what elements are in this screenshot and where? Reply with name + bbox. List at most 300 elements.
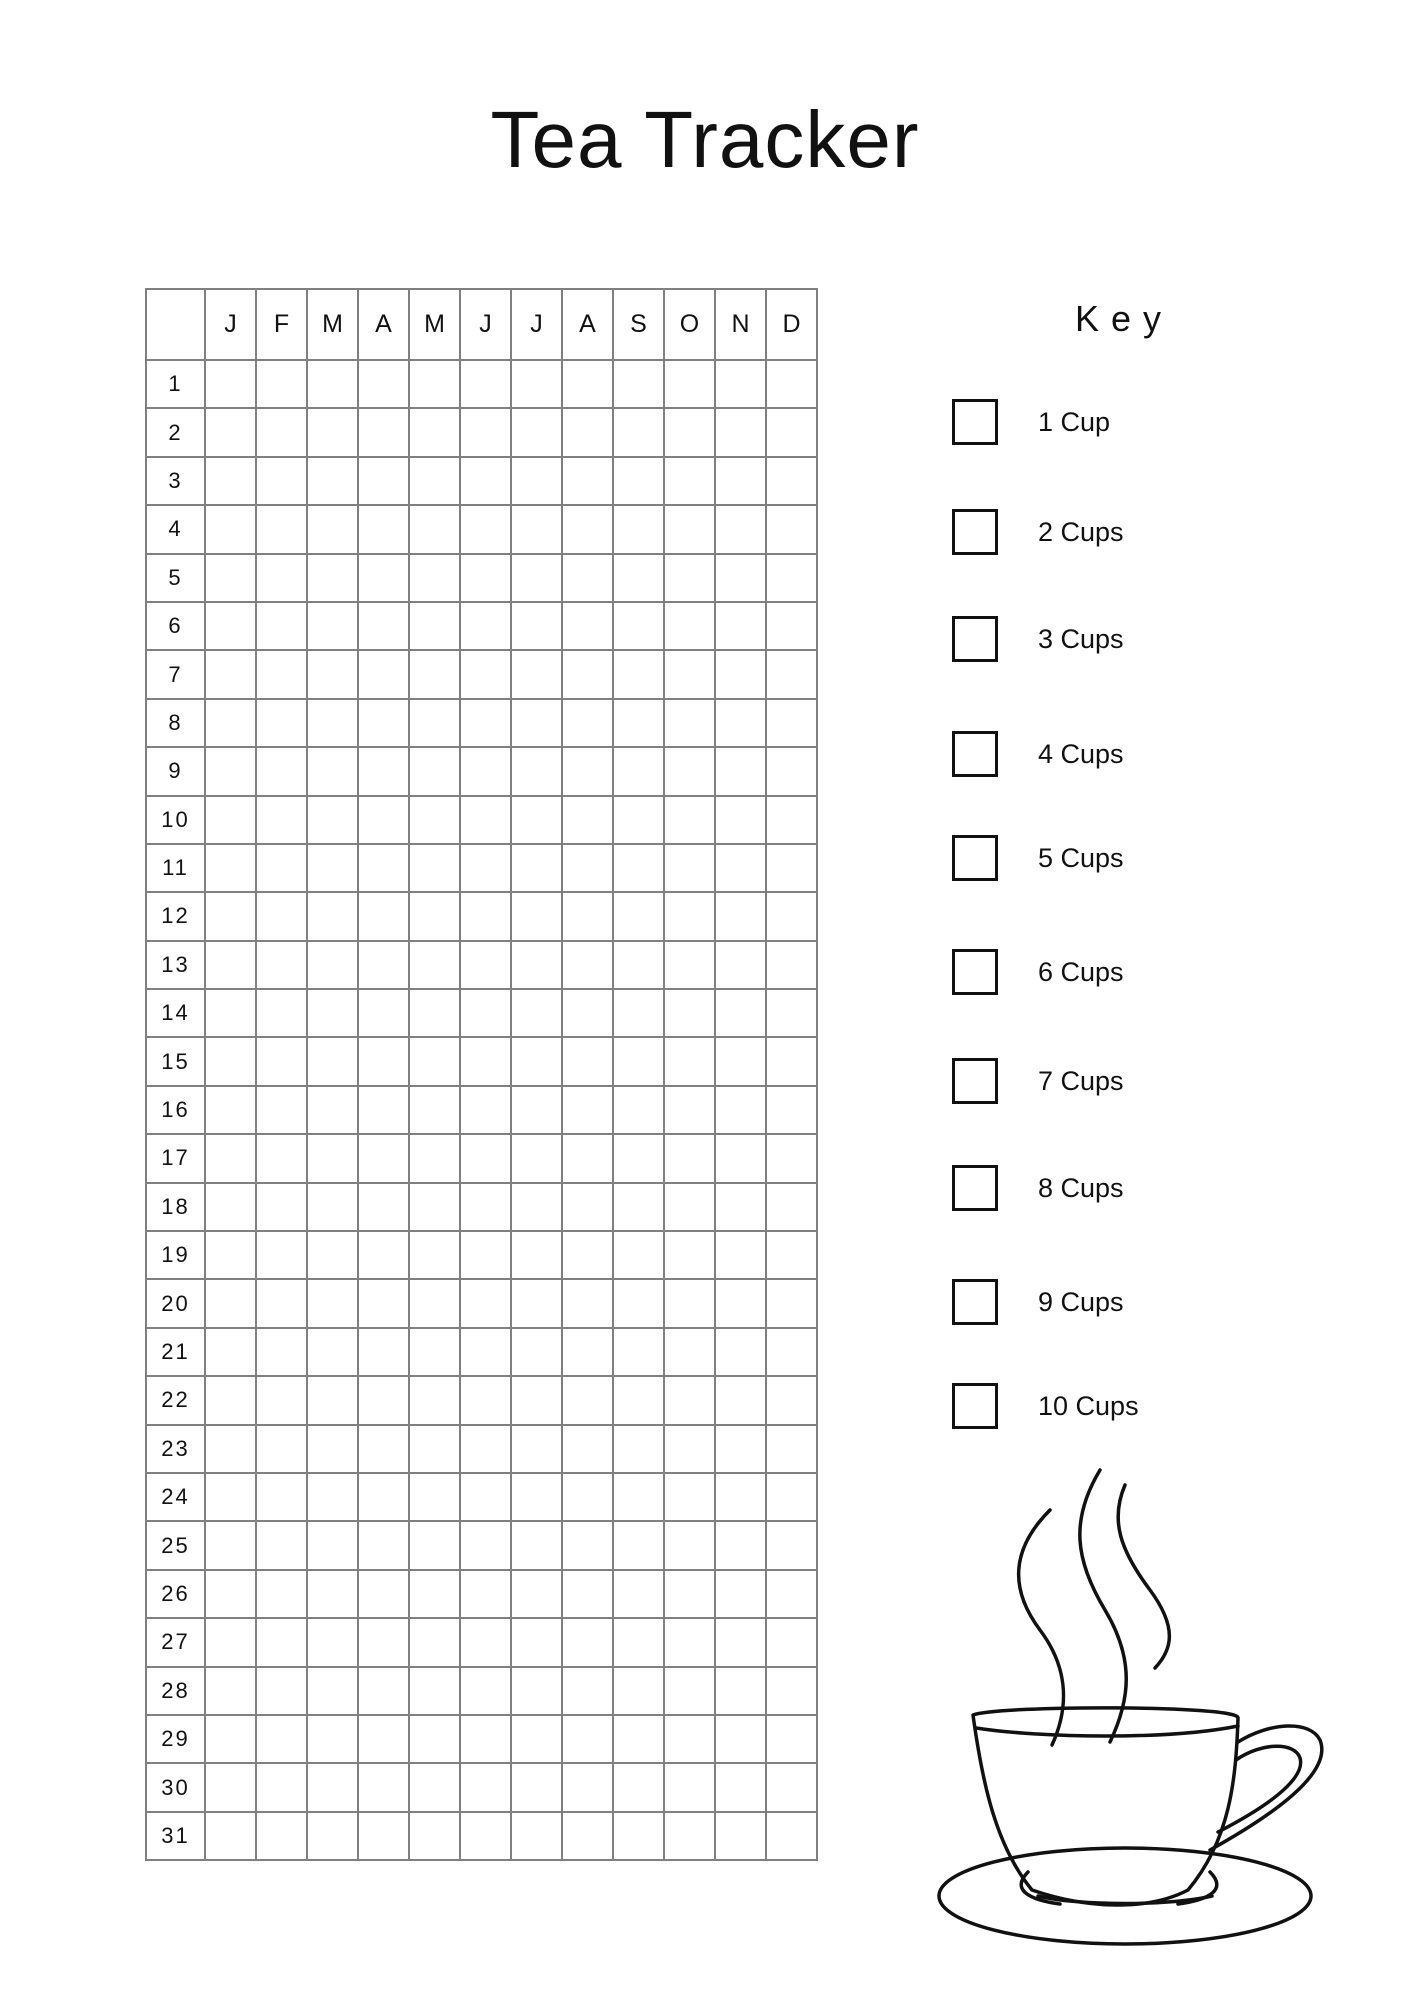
- tracker-cell[interactable]: [256, 1037, 307, 1085]
- tracker-cell[interactable]: [766, 892, 817, 940]
- tracker-cell[interactable]: [460, 360, 511, 408]
- tracker-cell[interactable]: [358, 1763, 409, 1811]
- tracker-cell[interactable]: [562, 1667, 613, 1715]
- tracker-cell[interactable]: [715, 1086, 766, 1134]
- tracker-cell[interactable]: [613, 1183, 664, 1231]
- tracker-cell[interactable]: [460, 1231, 511, 1279]
- tracker-cell[interactable]: [358, 1231, 409, 1279]
- key-checkbox[interactable]: [952, 731, 998, 777]
- tracker-cell[interactable]: [358, 1473, 409, 1521]
- tracker-cell[interactable]: [664, 1425, 715, 1473]
- tracker-cell[interactable]: [715, 554, 766, 602]
- tracker-cell[interactable]: [664, 1812, 715, 1860]
- tracker-cell[interactable]: [766, 1763, 817, 1811]
- tracker-cell[interactable]: [358, 747, 409, 795]
- tracker-cell[interactable]: [358, 650, 409, 698]
- tracker-cell[interactable]: [460, 1183, 511, 1231]
- tracker-cell[interactable]: [256, 892, 307, 940]
- tracker-cell[interactable]: [664, 1328, 715, 1376]
- tracker-cell[interactable]: [307, 554, 358, 602]
- tracker-cell[interactable]: [205, 844, 256, 892]
- tracker-cell[interactable]: [460, 1037, 511, 1085]
- tracker-cell[interactable]: [664, 1521, 715, 1569]
- tracker-cell[interactable]: [562, 1715, 613, 1763]
- tracker-cell[interactable]: [409, 554, 460, 602]
- tracker-cell[interactable]: [256, 1667, 307, 1715]
- tracker-cell[interactable]: [562, 1618, 613, 1666]
- tracker-cell[interactable]: [307, 1231, 358, 1279]
- tracker-cell[interactable]: [562, 844, 613, 892]
- tracker-cell[interactable]: [613, 892, 664, 940]
- tracker-cell[interactable]: [715, 1715, 766, 1763]
- tracker-cell[interactable]: [766, 1086, 817, 1134]
- tracker-cell[interactable]: [511, 360, 562, 408]
- tracker-cell[interactable]: [205, 602, 256, 650]
- tracker-cell[interactable]: [766, 1667, 817, 1715]
- tracker-cell[interactable]: [766, 1328, 817, 1376]
- tracker-cell[interactable]: [460, 1667, 511, 1715]
- tracker-cell[interactable]: [562, 1183, 613, 1231]
- tracker-cell[interactable]: [613, 1231, 664, 1279]
- tracker-cell[interactable]: [358, 408, 409, 456]
- tracker-cell[interactable]: [460, 941, 511, 989]
- tracker-cell[interactable]: [562, 1279, 613, 1327]
- tracker-cell[interactable]: [715, 650, 766, 698]
- tracker-cell[interactable]: [409, 1328, 460, 1376]
- tracker-cell[interactable]: [664, 1763, 715, 1811]
- tracker-cell[interactable]: [664, 1618, 715, 1666]
- tracker-cell[interactable]: [715, 1521, 766, 1569]
- tracker-cell[interactable]: [715, 699, 766, 747]
- tracker-cell[interactable]: [613, 1763, 664, 1811]
- tracker-cell[interactable]: [511, 844, 562, 892]
- tracker-cell[interactable]: [358, 699, 409, 747]
- tracker-cell[interactable]: [511, 892, 562, 940]
- tracker-cell[interactable]: [511, 1134, 562, 1182]
- tracker-cell[interactable]: [307, 1376, 358, 1424]
- tracker-cell[interactable]: [256, 747, 307, 795]
- tracker-cell[interactable]: [256, 1183, 307, 1231]
- key-checkbox[interactable]: [952, 399, 998, 445]
- tracker-cell[interactable]: [562, 1473, 613, 1521]
- tracker-cell[interactable]: [307, 1618, 358, 1666]
- tracker-cell[interactable]: [256, 1521, 307, 1569]
- tracker-cell[interactable]: [205, 1183, 256, 1231]
- tracker-cell[interactable]: [511, 554, 562, 602]
- tracker-cell[interactable]: [511, 941, 562, 989]
- tracker-cell[interactable]: [511, 1521, 562, 1569]
- tracker-cell[interactable]: [511, 1715, 562, 1763]
- tracker-cell[interactable]: [664, 408, 715, 456]
- tracker-cell[interactable]: [715, 1134, 766, 1182]
- tracker-cell[interactable]: [256, 1134, 307, 1182]
- tracker-cell[interactable]: [715, 796, 766, 844]
- tracker-cell[interactable]: [205, 1279, 256, 1327]
- tracker-cell[interactable]: [358, 457, 409, 505]
- tracker-cell[interactable]: [307, 360, 358, 408]
- tracker-cell[interactable]: [358, 844, 409, 892]
- tracker-cell[interactable]: [460, 796, 511, 844]
- tracker-cell[interactable]: [307, 844, 358, 892]
- tracker-cell[interactable]: [460, 1376, 511, 1424]
- tracker-cell[interactable]: [205, 554, 256, 602]
- tracker-cell[interactable]: [664, 650, 715, 698]
- tracker-cell[interactable]: [205, 989, 256, 1037]
- tracker-cell[interactable]: [715, 892, 766, 940]
- tracker-cell[interactable]: [205, 796, 256, 844]
- tracker-cell[interactable]: [307, 1328, 358, 1376]
- tracker-cell[interactable]: [715, 360, 766, 408]
- tracker-cell[interactable]: [256, 941, 307, 989]
- tracker-cell[interactable]: [460, 1812, 511, 1860]
- tracker-cell[interactable]: [664, 844, 715, 892]
- tracker-cell[interactable]: [307, 1037, 358, 1085]
- tracker-cell[interactable]: [205, 457, 256, 505]
- tracker-cell[interactable]: [358, 1570, 409, 1618]
- tracker-cell[interactable]: [766, 699, 817, 747]
- tracker-cell[interactable]: [307, 457, 358, 505]
- tracker-cell[interactable]: [613, 1037, 664, 1085]
- tracker-cell[interactable]: [715, 1570, 766, 1618]
- tracker-cell[interactable]: [511, 1328, 562, 1376]
- tracker-cell[interactable]: [358, 1521, 409, 1569]
- tracker-cell[interactable]: [409, 1763, 460, 1811]
- tracker-cell[interactable]: [613, 1376, 664, 1424]
- tracker-cell[interactable]: [613, 941, 664, 989]
- tracker-cell[interactable]: [766, 941, 817, 989]
- tracker-cell[interactable]: [409, 505, 460, 553]
- tracker-cell[interactable]: [358, 1279, 409, 1327]
- tracker-cell[interactable]: [715, 747, 766, 795]
- tracker-cell[interactable]: [409, 602, 460, 650]
- tracker-cell[interactable]: [715, 941, 766, 989]
- tracker-cell[interactable]: [409, 1618, 460, 1666]
- tracker-cell[interactable]: [511, 602, 562, 650]
- tracker-cell[interactable]: [358, 1812, 409, 1860]
- key-checkbox[interactable]: [952, 616, 998, 662]
- tracker-cell[interactable]: [664, 1667, 715, 1715]
- tracker-cell[interactable]: [256, 1715, 307, 1763]
- tracker-cell[interactable]: [613, 360, 664, 408]
- tracker-cell[interactable]: [613, 796, 664, 844]
- tracker-cell[interactable]: [613, 1618, 664, 1666]
- tracker-cell[interactable]: [358, 1183, 409, 1231]
- tracker-cell[interactable]: [766, 1231, 817, 1279]
- tracker-cell[interactable]: [664, 457, 715, 505]
- tracker-cell[interactable]: [664, 1570, 715, 1618]
- tracker-cell[interactable]: [511, 989, 562, 1037]
- tracker-cell[interactable]: [460, 747, 511, 795]
- tracker-cell[interactable]: [205, 1376, 256, 1424]
- tracker-cell[interactable]: [511, 1667, 562, 1715]
- tracker-cell[interactable]: [307, 1183, 358, 1231]
- tracker-cell[interactable]: [664, 796, 715, 844]
- tracker-cell[interactable]: [511, 650, 562, 698]
- tracker-cell[interactable]: [307, 1279, 358, 1327]
- tracker-cell[interactable]: [307, 1134, 358, 1182]
- tracker-cell[interactable]: [715, 457, 766, 505]
- tracker-cell[interactable]: [511, 796, 562, 844]
- tracker-cell[interactable]: [715, 1425, 766, 1473]
- tracker-cell[interactable]: [562, 408, 613, 456]
- tracker-cell[interactable]: [205, 699, 256, 747]
- tracker-cell[interactable]: [511, 1618, 562, 1666]
- tracker-cell[interactable]: [511, 1812, 562, 1860]
- tracker-cell[interactable]: [562, 650, 613, 698]
- tracker-cell[interactable]: [562, 457, 613, 505]
- tracker-cell[interactable]: [613, 408, 664, 456]
- tracker-cell[interactable]: [205, 1328, 256, 1376]
- key-checkbox[interactable]: [952, 1165, 998, 1211]
- tracker-cell[interactable]: [205, 1667, 256, 1715]
- tracker-cell[interactable]: [307, 941, 358, 989]
- tracker-cell[interactable]: [562, 1328, 613, 1376]
- tracker-cell[interactable]: [613, 1715, 664, 1763]
- tracker-cell[interactable]: [358, 989, 409, 1037]
- tracker-cell[interactable]: [511, 457, 562, 505]
- tracker-cell[interactable]: [409, 1279, 460, 1327]
- tracker-cell[interactable]: [766, 796, 817, 844]
- tracker-cell[interactable]: [511, 1231, 562, 1279]
- tracker-cell[interactable]: [715, 1183, 766, 1231]
- tracker-cell[interactable]: [562, 1425, 613, 1473]
- tracker-cell[interactable]: [766, 747, 817, 795]
- tracker-cell[interactable]: [460, 1570, 511, 1618]
- tracker-cell[interactable]: [205, 1231, 256, 1279]
- tracker-cell[interactable]: [256, 602, 307, 650]
- tracker-cell[interactable]: [409, 747, 460, 795]
- tracker-cell[interactable]: [205, 1618, 256, 1666]
- tracker-cell[interactable]: [409, 1183, 460, 1231]
- tracker-cell[interactable]: [460, 1715, 511, 1763]
- tracker-cell[interactable]: [664, 1086, 715, 1134]
- tracker-cell[interactable]: [613, 1667, 664, 1715]
- tracker-cell[interactable]: [205, 1473, 256, 1521]
- tracker-cell[interactable]: [409, 1812, 460, 1860]
- tracker-cell[interactable]: [256, 844, 307, 892]
- tracker-cell[interactable]: [409, 844, 460, 892]
- tracker-cell[interactable]: [358, 941, 409, 989]
- tracker-cell[interactable]: [715, 505, 766, 553]
- tracker-cell[interactable]: [409, 699, 460, 747]
- tracker-cell[interactable]: [511, 1086, 562, 1134]
- tracker-cell[interactable]: [256, 1570, 307, 1618]
- tracker-cell[interactable]: [664, 699, 715, 747]
- tracker-cell[interactable]: [766, 1037, 817, 1085]
- tracker-cell[interactable]: [256, 1425, 307, 1473]
- tracker-cell[interactable]: [511, 699, 562, 747]
- tracker-cell[interactable]: [307, 602, 358, 650]
- tracker-cell[interactable]: [256, 554, 307, 602]
- tracker-cell[interactable]: [613, 1812, 664, 1860]
- tracker-cell[interactable]: [358, 1667, 409, 1715]
- key-checkbox[interactable]: [952, 1058, 998, 1104]
- tracker-cell[interactable]: [205, 1570, 256, 1618]
- tracker-cell[interactable]: [613, 602, 664, 650]
- tracker-cell[interactable]: [460, 892, 511, 940]
- tracker-cell[interactable]: [766, 989, 817, 1037]
- tracker-cell[interactable]: [664, 1473, 715, 1521]
- tracker-cell[interactable]: [358, 554, 409, 602]
- tracker-cell[interactable]: [562, 941, 613, 989]
- tracker-cell[interactable]: [358, 1376, 409, 1424]
- tracker-cell[interactable]: [613, 747, 664, 795]
- tracker-cell[interactable]: [766, 360, 817, 408]
- tracker-cell[interactable]: [205, 1134, 256, 1182]
- tracker-cell[interactable]: [205, 360, 256, 408]
- tracker-cell[interactable]: [715, 408, 766, 456]
- tracker-cell[interactable]: [562, 1570, 613, 1618]
- tracker-cell[interactable]: [766, 844, 817, 892]
- tracker-cell[interactable]: [409, 1376, 460, 1424]
- tracker-cell[interactable]: [460, 1279, 511, 1327]
- tracker-cell[interactable]: [358, 602, 409, 650]
- tracker-cell[interactable]: [766, 1425, 817, 1473]
- tracker-cell[interactable]: [562, 554, 613, 602]
- tracker-cell[interactable]: [715, 1667, 766, 1715]
- tracker-cell[interactable]: [664, 505, 715, 553]
- tracker-cell[interactable]: [307, 1473, 358, 1521]
- tracker-cell[interactable]: [664, 1037, 715, 1085]
- tracker-cell[interactable]: [511, 1570, 562, 1618]
- tracker-cell[interactable]: [511, 1183, 562, 1231]
- tracker-cell[interactable]: [205, 505, 256, 553]
- tracker-cell[interactable]: [409, 1134, 460, 1182]
- tracker-cell[interactable]: [358, 1425, 409, 1473]
- tracker-cell[interactable]: [715, 844, 766, 892]
- tracker-cell[interactable]: [766, 1279, 817, 1327]
- tracker-cell[interactable]: [409, 1715, 460, 1763]
- tracker-cell[interactable]: [664, 892, 715, 940]
- tracker-cell[interactable]: [307, 1667, 358, 1715]
- tracker-cell[interactable]: [205, 1763, 256, 1811]
- tracker-cell[interactable]: [664, 747, 715, 795]
- tracker-cell[interactable]: [256, 1763, 307, 1811]
- tracker-cell[interactable]: [205, 1715, 256, 1763]
- tracker-cell[interactable]: [715, 1328, 766, 1376]
- tracker-cell[interactable]: [562, 1134, 613, 1182]
- tracker-cell[interactable]: [409, 457, 460, 505]
- tracker-cell[interactable]: [205, 747, 256, 795]
- tracker-cell[interactable]: [460, 844, 511, 892]
- tracker-cell[interactable]: [766, 650, 817, 698]
- tracker-cell[interactable]: [715, 1763, 766, 1811]
- tracker-cell[interactable]: [409, 989, 460, 1037]
- tracker-cell[interactable]: [715, 1376, 766, 1424]
- tracker-cell[interactable]: [409, 650, 460, 698]
- tracker-cell[interactable]: [511, 1037, 562, 1085]
- tracker-cell[interactable]: [664, 1376, 715, 1424]
- tracker-cell[interactable]: [766, 1812, 817, 1860]
- tracker-cell[interactable]: [511, 505, 562, 553]
- tracker-cell[interactable]: [460, 1134, 511, 1182]
- tracker-cell[interactable]: [664, 1134, 715, 1182]
- tracker-cell[interactable]: [562, 796, 613, 844]
- tracker-cell[interactable]: [256, 505, 307, 553]
- tracker-cell[interactable]: [460, 1618, 511, 1666]
- tracker-cell[interactable]: [562, 1763, 613, 1811]
- key-checkbox[interactable]: [952, 835, 998, 881]
- tracker-cell[interactable]: [766, 602, 817, 650]
- tracker-cell[interactable]: [562, 602, 613, 650]
- tracker-cell[interactable]: [307, 796, 358, 844]
- tracker-cell[interactable]: [460, 650, 511, 698]
- tracker-cell[interactable]: [613, 1134, 664, 1182]
- tracker-cell[interactable]: [307, 505, 358, 553]
- tracker-cell[interactable]: [613, 1328, 664, 1376]
- tracker-cell[interactable]: [256, 989, 307, 1037]
- tracker-cell[interactable]: [562, 892, 613, 940]
- tracker-cell[interactable]: [613, 699, 664, 747]
- tracker-cell[interactable]: [664, 554, 715, 602]
- tracker-cell[interactable]: [613, 457, 664, 505]
- tracker-cell[interactable]: [613, 1473, 664, 1521]
- tracker-cell[interactable]: [256, 650, 307, 698]
- tracker-cell[interactable]: [715, 1812, 766, 1860]
- tracker-cell[interactable]: [460, 1473, 511, 1521]
- tracker-cell[interactable]: [205, 1425, 256, 1473]
- tracker-cell[interactable]: [307, 989, 358, 1037]
- key-checkbox[interactable]: [952, 1279, 998, 1325]
- tracker-cell[interactable]: [511, 1376, 562, 1424]
- tracker-cell[interactable]: [562, 1521, 613, 1569]
- tracker-cell[interactable]: [460, 1521, 511, 1569]
- tracker-cell[interactable]: [409, 360, 460, 408]
- tracker-cell[interactable]: [256, 1328, 307, 1376]
- tracker-cell[interactable]: [766, 457, 817, 505]
- tracker-cell[interactable]: [664, 989, 715, 1037]
- tracker-cell[interactable]: [307, 1763, 358, 1811]
- tracker-cell[interactable]: [511, 1473, 562, 1521]
- tracker-cell[interactable]: [307, 1570, 358, 1618]
- tracker-cell[interactable]: [511, 408, 562, 456]
- tracker-cell[interactable]: [358, 1328, 409, 1376]
- tracker-cell[interactable]: [613, 650, 664, 698]
- tracker-cell[interactable]: [205, 408, 256, 456]
- tracker-cell[interactable]: [409, 408, 460, 456]
- tracker-cell[interactable]: [256, 1086, 307, 1134]
- tracker-cell[interactable]: [511, 747, 562, 795]
- tracker-cell[interactable]: [460, 1763, 511, 1811]
- tracker-cell[interactable]: [664, 1279, 715, 1327]
- key-checkbox[interactable]: [952, 949, 998, 995]
- tracker-cell[interactable]: [256, 1618, 307, 1666]
- tracker-cell[interactable]: [409, 1521, 460, 1569]
- tracker-cell[interactable]: [562, 1376, 613, 1424]
- tracker-cell[interactable]: [511, 1425, 562, 1473]
- tracker-cell[interactable]: [562, 1086, 613, 1134]
- tracker-cell[interactable]: [358, 360, 409, 408]
- tracker-cell[interactable]: [409, 892, 460, 940]
- tracker-cell[interactable]: [358, 892, 409, 940]
- tracker-cell[interactable]: [766, 1134, 817, 1182]
- tracker-cell[interactable]: [562, 747, 613, 795]
- tracker-cell[interactable]: [664, 1715, 715, 1763]
- tracker-cell[interactable]: [205, 1086, 256, 1134]
- tracker-cell[interactable]: [715, 989, 766, 1037]
- tracker-cell[interactable]: [358, 505, 409, 553]
- tracker-cell[interactable]: [409, 1473, 460, 1521]
- tracker-cell[interactable]: [715, 1279, 766, 1327]
- tracker-cell[interactable]: [205, 1521, 256, 1569]
- tracker-cell[interactable]: [562, 989, 613, 1037]
- tracker-cell[interactable]: [460, 602, 511, 650]
- tracker-cell[interactable]: [766, 1376, 817, 1424]
- tracker-cell[interactable]: [766, 505, 817, 553]
- tracker-cell[interactable]: [307, 1521, 358, 1569]
- tracker-cell[interactable]: [307, 408, 358, 456]
- tracker-cell[interactable]: [664, 602, 715, 650]
